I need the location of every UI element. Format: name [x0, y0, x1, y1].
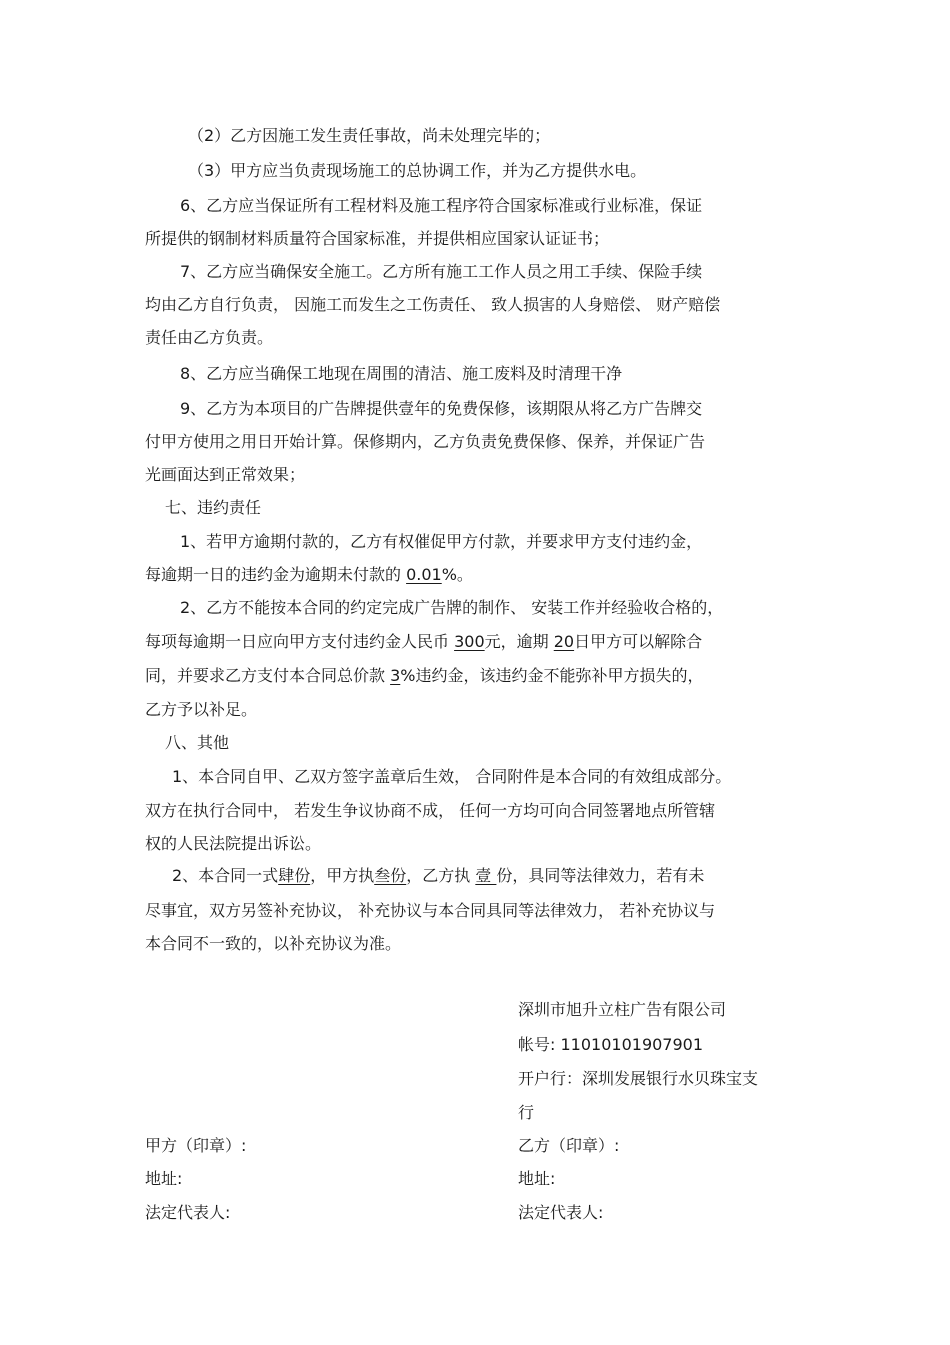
- clause-9-line-1: 9、乙方为本项目的广告牌提供壹年的免费保修，该期限从将乙方广告牌交: [180, 399, 703, 418]
- bank-line-2: 行: [518, 1103, 535, 1122]
- party-b-address: 地址:: [518, 1169, 556, 1188]
- party-b-seal: 乙方（印章）:: [518, 1136, 620, 1155]
- total-penalty-percent: 3: [390, 666, 401, 685]
- bank-line-1: 开户行：深圳发展银行水贝珠宝支: [518, 1069, 759, 1088]
- breach-2-line-2: 每项每逾期一日应向甲方支付违约金人民币 300元，逾期 20日甲方可以解除合: [145, 632, 703, 651]
- party-a-representative: 法定代表人:: [145, 1203, 231, 1222]
- breach-2-line-1: 2、乙方不能按本合同的约定完成广告牌的制作、 安装工作并经验收合格的，: [180, 598, 724, 617]
- clause-item-2: （2）乙方因施工发生责任事故，尚未处理完毕的；: [188, 126, 551, 145]
- other-1-line-3: 权的人民法院提出诉讼。: [145, 834, 322, 853]
- clause-6-line-1: 6、乙方应当保证所有工程材料及施工程序符合国家标准或行业标准，保证: [180, 196, 703, 215]
- penalty-rate-value: 0.01: [406, 565, 442, 584]
- party-a-address: 地址:: [145, 1169, 183, 1188]
- daily-penalty-amount: 300: [454, 632, 485, 651]
- clause-9-line-3: 光画面达到正常效果；: [145, 465, 306, 484]
- overdue-days-value: 20: [553, 632, 575, 651]
- other-2-line-1: 2、本合同一式肆份，甲方执叁份，乙方执 壹 份，具同等法律效力，若有未: [172, 866, 705, 885]
- section-heading-breach: 七、违约责任: [165, 498, 262, 517]
- clause-9-line-2: 付甲方使用之用日开始计算。保修期内，乙方负责免费保修、保养，并保证广告: [145, 432, 706, 451]
- copies-party-b: 壹: [475, 866, 497, 885]
- breach-2-line-4: 乙方予以补足。: [145, 700, 258, 719]
- breach-2-line-3: 同，并要求乙方支付本合同总价款 3%违约金，该违约金不能弥补甲方损失的，: [145, 666, 704, 685]
- other-1-line-1: 1、本合同自甲、乙双方签字盖章后生效， 合同附件是本合同的有效组成部分。: [172, 767, 732, 786]
- account-number: 帐号: 11010101907901: [518, 1035, 704, 1054]
- breach-1-line-1: 1、若甲方逾期付款的，乙方有权催促甲方付款，并要求甲方支付违约金，: [180, 532, 703, 551]
- clause-8: 8、乙方应当确保工地现在周围的清洁、施工废料及时清理干净: [180, 364, 623, 383]
- clause-7-line-3: 责任由乙方负责。: [145, 328, 274, 347]
- copies-party-a: 叁份: [374, 866, 407, 885]
- party-a-seal: 甲方（印章）:: [145, 1136, 247, 1155]
- clause-7-line-2: 均由乙方自行负责， 因施工而发生之工伤责任、 致人损害的人身赔偿、 财产赔偿: [145, 295, 721, 314]
- clause-7-line-1: 7、乙方应当确保安全施工。乙方所有施工工作人员之用工手续、保险手续: [180, 262, 703, 281]
- other-2-line-2: 尽事宜，双方另签补充协议， 补充协议与本合同具同等法律效力， 若补充协议与: [145, 901, 716, 920]
- copies-total: 肆份: [278, 866, 311, 885]
- party-b-representative: 法定代表人:: [518, 1203, 604, 1222]
- section-heading-other: 八、其他: [165, 733, 230, 752]
- company-name: 深圳市旭升立柱广告有限公司: [518, 1000, 727, 1019]
- breach-1-line-2: 每逾期一日的违约金为逾期未付款的 0.01%。: [145, 565, 473, 584]
- clause-6-line-2: 所提供的钢制材料质量符合国家标准，并提供相应国家认证证书；: [145, 229, 610, 248]
- clause-item-3: （3）甲方应当负责现场施工的总协调工作，并为乙方提供水电。: [188, 161, 647, 180]
- other-2-line-3: 本合同不一致的，以补充协议为准。: [145, 934, 402, 953]
- other-1-line-2: 双方在执行合同中， 若发生争议协商不成， 任何一方均可向合同签署地点所管辖: [145, 801, 716, 820]
